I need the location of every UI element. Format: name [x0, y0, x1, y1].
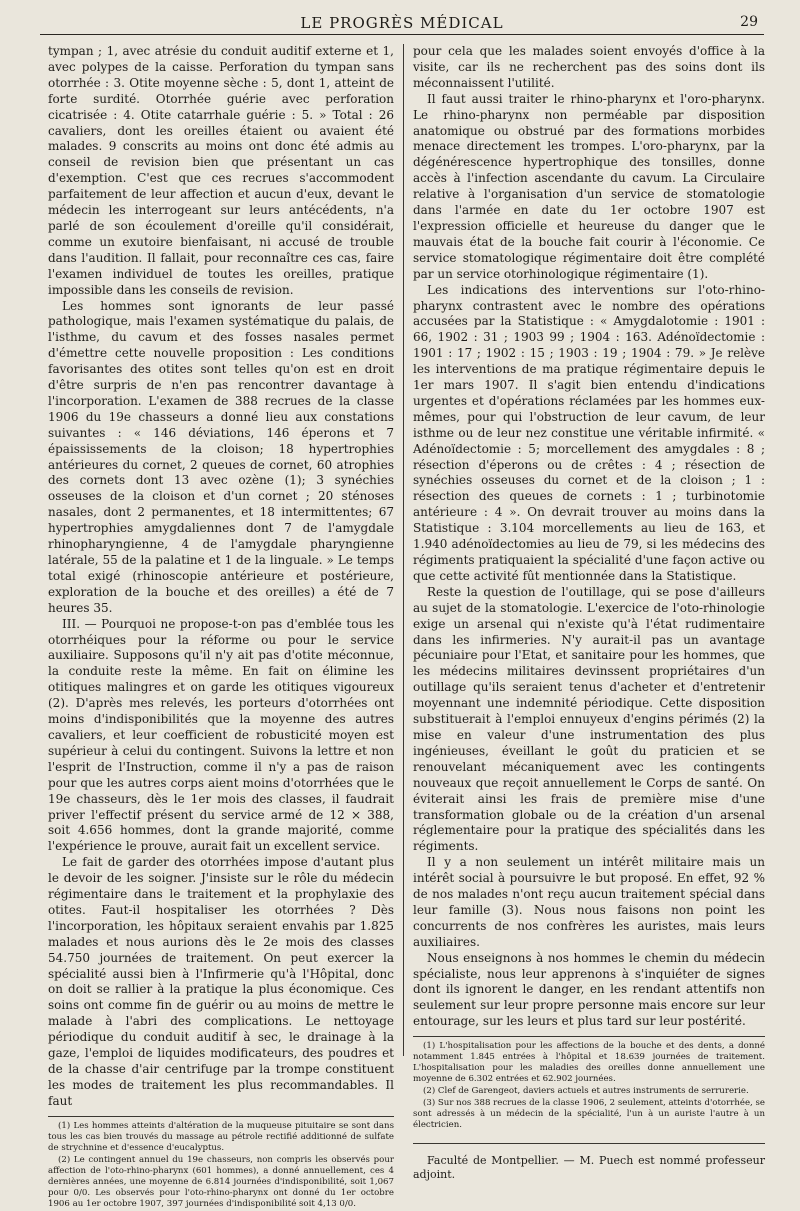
page-header	[40, 8, 764, 35]
notice-divider	[413, 1143, 765, 1144]
paragraph: Il y a non seulement un intérêt militaire mais un intérêt social à poursuivre le but proposé. En effet, 92 % de nos malades n'ont reçu aucun traitement spécial dans leur famille (3). Nous nous faisons non point les concurrents de nos confrères les auristes, mais leurs auxiliaires.	[413, 855, 765, 949]
paragraph: Le fait de garder des otorrhées impose d'autant plus le devoir de les soigner. J'insiste sur le rôle du médecin régimentaire dans le traitement et la prophylaxie des otites. Faut-il hospitaliser les otorrhées ? Dès l'incorporation, les hôpitaux seraient envahis par 1.825 malades et nous aurions dès le 2e mois des classes 54.750 journées de traitement. On peut exercer la spécialité aussi bien à l'Infirmerie qu'à l'Hôpital, donc on doit se rallier à la pratique la plus économique. Ces soins ont comme fin de guérir ou au moins de mettre le malade à l'abri des complications. Le nettoyage périodique du conduit auditif à sec, le drainage à la gaze, l'emploi de liquides modificateurs, des poudres et de la chasse d'air centrifuge par la trompe constituent les modes de traitement les plus recommandables. Il faut	[48, 855, 394, 1108]
right-column	[413, 44, 765, 1182]
page-number: 29	[740, 14, 758, 30]
paragraph: III. — Pourquoi ne propose-t-on pas d'emblée tous les otorrhéiques pour la réforme ou pour le service auxiliaire. Supposons qu'il n'y ait pas d'otite méconnue, la conduite reste la même. En fait on élimine les otitiques malingres et on garde les otitiques vigoureux (2). D'après mes relevés, les porteurs d'otorrhées ont moins d'indisponibilités que la moyenne des autres cavaliers, et leur coefficient de robusticité moyen est supérieur à celui du contingent. Suivons la lettre et non l'esprit de l'Instruction, comme il n'y a pas de raison pour que les autres corps aient moins d'otorrhées que le 19e chasseurs, dès le 1er mois des classes, il faudrait priver l'effectif présent du service armé de 12 × 388, soit 4.656 hommes, dont la grande majorité, comme l'expérience le prouve, aurait fait un excellent service.	[48, 616, 394, 854]
paragraph: Reste la question de l'outillage, qui se pose d'ailleurs au sujet de la stomatologie. L'exercice de l'oto-rhinologie exige un arsenal qui n'existe qu'à l'état rudimentaire dans les infirmeries. N'y aurait-il pas un avantage pécuniaire pour l'Etat, et sanitaire pour les hommes, que les médecins militaires devinssent propriétaires d'un outillage qu'ils seraient tenus d'acheter et d'entretenir moyennant une indemnité périodique. Cette disposition substituerait à l'emploi ennuyeux d'engins périmés (2) la mise en valeur d'une instrumentation des plus ingénieuses, éveillant le goût du praticien et se renouvelant mécaniquement avec les contingents nouveaux que reçoit annuellement le Corps de santé. On éviterait ainsi les frais de première mise d'une transformation globale ou de la création d'un arsenal réglementaire pour la pratique des spécialités dans les régiments.	[413, 584, 765, 854]
paragraph: Il faut aussi traiter le rhino-pharynx et l'oro-pharynx. Le rhino-pharynx non perméable par disposition anatomique ou obstrué par des formations morbides menace directement les trompes. L'oro-pharynx, par la dégénérescence hypertrophique des tonsilles, donne accès à l'infection ascendante du cavum. La Circulaire relative à l'organisation d'un service de stomatologie dans l'armée en date du 1er octobre 1907 est l'expression officielle et heureuse du danger que le mauvais état de la bouche fait courir à l'économie. Ce service stomatologique régimentaire doit être complété par un service otorhinologique régimentaire (1).	[413, 91, 765, 281]
journal-title: LE PROGRÈS MÉDICAL	[300, 14, 504, 32]
footnote: (3) Sur nos 388 recrues de la classe 1906, 2 seulement, atteints d'otorrhée, se sont adressés à un médecin de la spécialité, l'un à un auriste l'autre à un électricien.	[413, 1098, 765, 1131]
paragraph: Les hommes sont ignorants de leur passé pathologique, mais l'examen systématique du palais, de l'isthme, du cavum et des fosses nasales permet d'émettre cette nouvelle proposition : Les conditions favorisantes des otites sont telles qu'on est en droit d'être surpris de n'en pas rencontrer davantage à l'incorporation. L'examen de 388 recrues de la classe 1906 du 19e chasseurs a donné lieu aux constations suivantes : « 146 déviations, 146 éperons et 7 épaississements de la cloison; 18 hypertrophies antérieures du cornet, 2 queues de cornet, 60 atrophies des cornets dont 13 avec ozène (1); 3 synéchies osseuses de la cloison et d'un cornet ; 20 sténoses nasales, dont 2 permanentes, et 18 intermittentes; 67 hypertrophies amygdaliennes dont 7 de l'amygdale rhinopharyngienne, 4 de l'amygdale pharyngienne latérale, 55 de la palatine et 1 de la linguale. » Le temps total exigé (rhinoscopie antérieure et postérieure, exploration de la bouche et des oreilles) a été de 7 heures 35.	[48, 298, 394, 615]
faculty-notice: Faculté de Montpellier. — M. Puech est nommé professeur adjoint.	[413, 1154, 765, 1182]
footnote: (1) L'hospitalisation pour les affections de la bouche et des dents, a donné notamment 1.845 entrées à l'hôpital et 18.639 journées de traitement. L'hospitalisation pour les maladies des oreilles donne annuellement une moyenne de 6.302 entrées et 62.902 journées.	[413, 1041, 765, 1085]
paragraph: Les indications des interventions sur l'oto-rhino-pharynx contrastent avec le nombre des opérations accusées par la Statistique : « Amygdalotomie : 1901 : 66, 1902 : 31 ; 1903 99 ; 1904 : 163. Adénoïdectomie : 1901 : 17 ; 1902 : 15 ; 1903 : 19 ; 1904 : 79. » Je relève les interventions de ma pratique régimentaire depuis le 1er mars 1907. Il s'agit bien entendu d'indications urgentes et d'opérations réclamées par les hommes eux-mêmes, pour qui l'obstruction de leur cavum, de leur isthme ou de leur nez constitue une véritable infirmité. « Adénoïdectomie : 5; morcellement des amygdales : 8 ; résection d'éperons ou de crêtes : 4 ; résection de synéchies osseuses du cornet et de la cloison ; 1 : résection des queues de cornets : 1 ; turbinotomie antérieure : 4 ». On devrait trouver au moins dans la Statistique : 3.104 morcellements au lieu de 163, et 1.940 adénoïdectomies au lieu de 79, si les médecins des régiments pratiquaient la spécialité d'une façon active ou que cette activité fût mentionnée dans la Statistique.	[413, 282, 765, 583]
footnote-divider	[48, 1116, 394, 1117]
column-divider	[403, 44, 404, 1056]
paragraph: tympan ; 1, avec atrésie du conduit auditif externe et 1, avec polypes de la caisse. Perforation du tympan sans otorrhée : 3. Otite moyenne sèche : 5, dont 1, atteint de forte surdité. Otorrhée guérie avec perforation cicatrisée : 4. Otite catarrhale guérie : 5. » Total : 26 cavaliers, dont les oreilles étaient ou avaient été malades. 9 conscrits au moins ont donc été admis au conseil de revision bien que présentant un cas d'exemption. C'est que ces recrues s'accommodent parfaitement de leur affection et aucun d'eux, devant le médecin les interrogeant sur leurs antécédents, n'a parlé de son écoulement d'oreille qu'il considérait, comme un exutoire bienfaisant, ni accusé de trouble dans l'audition. Il fallait, pour reconnaître ces cas, faire l'examen individuel de toutes les oreilles, pratique impossible dans les conseils de revision.	[48, 44, 394, 297]
footnote: (2) Clef de Garengeot, daviers actuels et autres instruments de serrurerie.	[423, 1086, 749, 1097]
footnote: (2) Le contingent annuel du 19e chasseurs, non compris les observés pour affection de l'oto-rhino-pharynx (601 hommes), a donné annuellement, ces 4 dernières années, une moyenne de 6.814 journées d'indisponibilité, soit 1,067 pour 0/0. Les observés pour l'oto-rhino-pharynx ont donné du 1er octobre 1906 au 1er octobre 1907, 397 journées d'indisponibilité soit 4,13 0/0.	[48, 1154, 394, 1209]
left-column	[48, 44, 394, 1211]
paragraph: Nous enseignons à nos hommes le chemin du médecin spécialiste, nous leur apprenons à s'inquiéter de signes dont ils ignorent le danger, en les rendant attentifs non seulement sur leur propre personne mais encore sur leur entourage, sur les leurs et plus tard sur leur postérité.	[413, 950, 765, 1029]
footnote-divider	[413, 1036, 765, 1037]
footnote: (1) Les hommes atteints d'altération de la muqueuse pituitaire se sont dans tous les cas bien trouvés du massage au pétrole rectifié additionné de sulfate de strychnine et d'essence d'eucalyptus.	[48, 1120, 394, 1153]
paragraph: pour cela que les malades soient envoyés d'office à la visite, car ils ne recherchent pas des soins dont ils méconnaissent l'utilité.	[413, 44, 765, 90]
